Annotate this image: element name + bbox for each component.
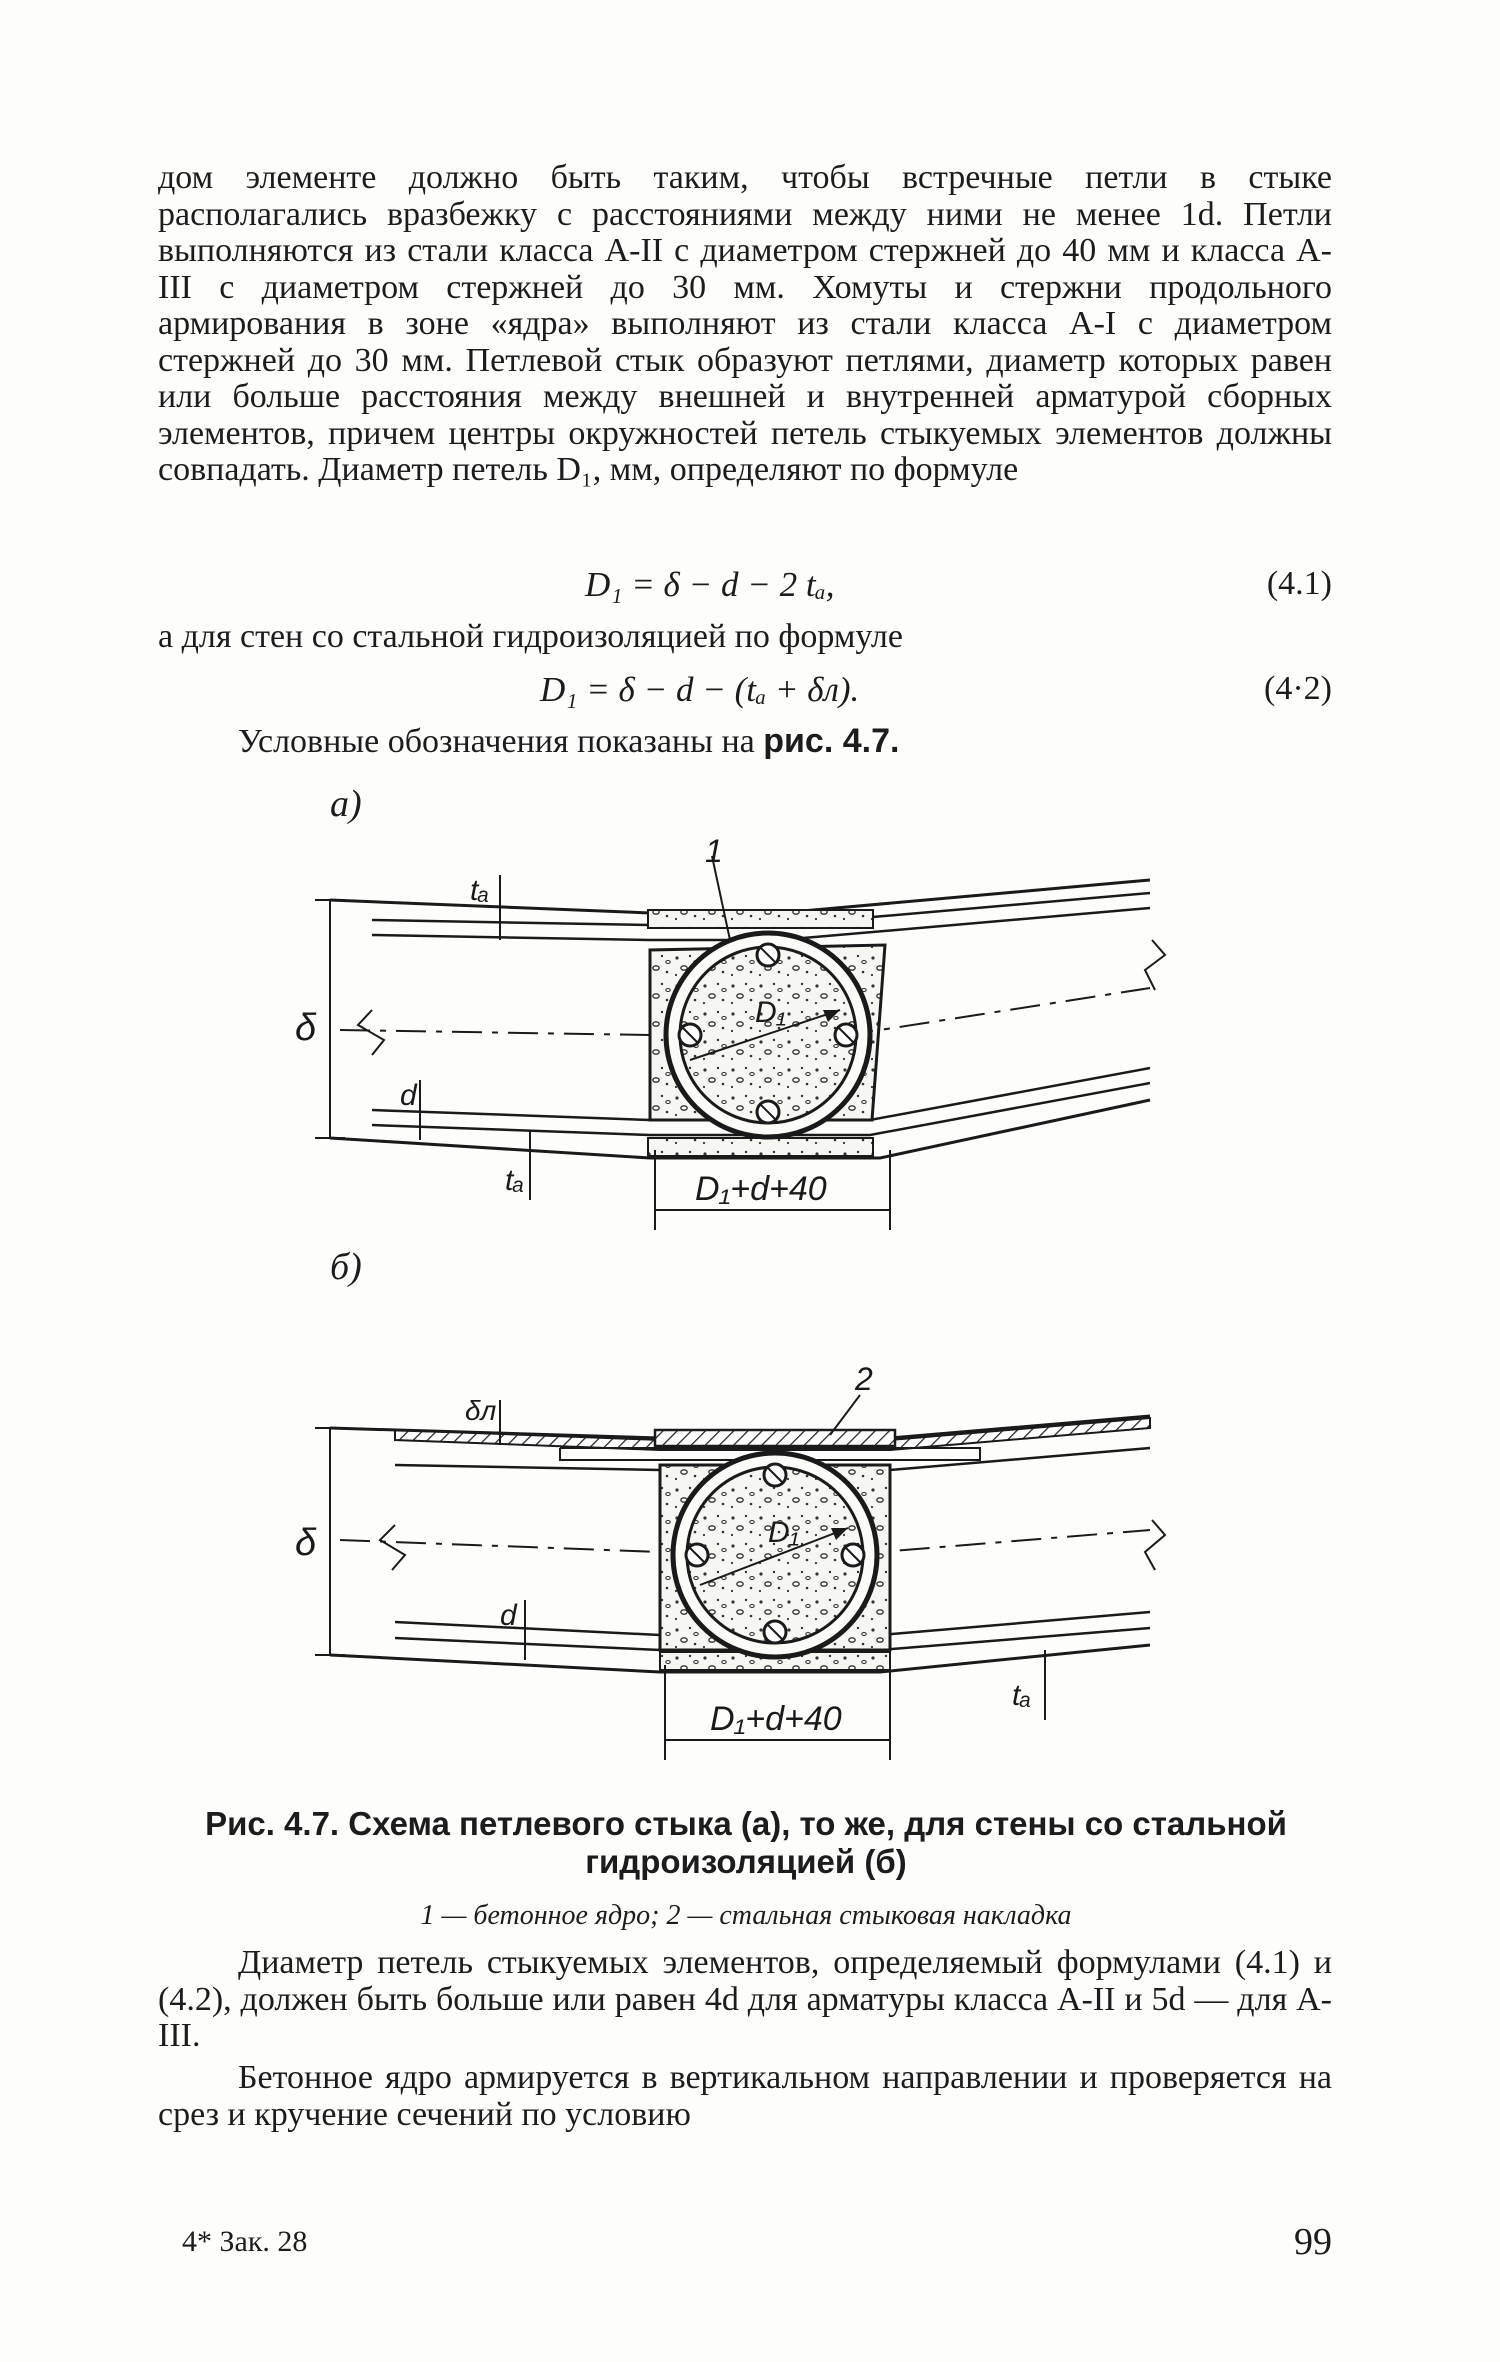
b-dim-delta-l: δл [465, 1395, 497, 1426]
a-dim-ta-bottom: tₐ [505, 1164, 525, 1197]
a-dim-d: d [400, 1079, 417, 1112]
a-bottom-dimension-text: D₁+d+40 [695, 1170, 827, 1208]
a-dim-ta-top: tₐ [470, 874, 490, 907]
a-top-joint-strip [648, 910, 873, 928]
a-outer-top-line [330, 880, 1150, 913]
page-number: 99 [1294, 2221, 1332, 2263]
b-circle-label: D₁ [768, 1516, 800, 1549]
a-callout-1: 1 [705, 833, 723, 869]
b-steel-splice-plate [655, 1430, 895, 1446]
paragraph-loop-diameter: Диаметр петель стыкуемых элементов, определяемый формулами (4.1) и (4.2), должен быть больше или равен 4d для арматуры класса A-II и 5d — для A-III. [158, 1944, 1332, 2054]
a-dim-delta: δ [295, 1007, 317, 1049]
a-right-break-line [1145, 940, 1165, 990]
legend-reference-figure: рис. 4.7. [763, 722, 900, 760]
figure-caption-legend: 1 — бетонное ядро; 2 — стальная стыковая накладка [420, 1900, 1072, 1931]
a-bottom-joint-strip [648, 1138, 873, 1156]
b-right-break-line [1145, 1520, 1165, 1570]
equation-number-4-2: (4·2) [1264, 670, 1332, 707]
figure-label-b: б) [330, 1246, 362, 1288]
b-dim-d: d [500, 1599, 517, 1632]
paragraph-intro: дом элементе должно быть таким, чтобы встречные петли в стыке располагались вразбежку с расстояниями между ними не менее 1d. Петли выполняются из стали класса A-II с диаметром стержней до 40 мм и класса A-III с диаметром стержней до 30 мм. Хомуты и стержни продольного армирования в зоне «ядра» выполняют из стали класса A-I с диаметром стержней до 30 мм. Петлевой стык образуют петлями, диаметр которых равен или больше расстояния между внешней и внутренней арматурой сборных элементов, причем центры окружностей петель стыкуемых элементов должны совпадать. Диаметр петель D₁, мм, определяют по формуле [158, 159, 1332, 488]
b-dim-delta: δ [295, 1522, 317, 1564]
paragraph-concrete-core: Бетонное ядро армируется в вертикальном направлении и проверяется на срез и кручение сечений по условию [158, 2059, 1332, 2133]
printer-signature: 4* Зак. 28 [182, 2225, 308, 2258]
b-bottom-dimension-text: D₁+d+40 [710, 1700, 842, 1738]
formula-4-1: D₁ = δ − d − 2 tₐ, [585, 565, 835, 604]
b-callout-2: 2 [855, 1361, 873, 1397]
a-circle-label: D₁ [755, 996, 787, 1029]
equation-number-4-1: (4.1) [1266, 565, 1332, 602]
a-left-break-line [358, 1010, 384, 1055]
b-dim-ta: tₐ [1012, 1679, 1032, 1712]
figure-label-a: а) [330, 783, 362, 825]
legend-reference-text: Условные обозначения показаны на [238, 723, 755, 760]
figure-caption: Рис. 4.7. Схема петлевого стыка (а), то же, для стены со стальной гидроизоляцией (б) [205, 1805, 1287, 1880]
b-left-break-line [380, 1525, 405, 1570]
b-loop-inner [687, 1467, 863, 1643]
text-line-steel-waterproofing: а для стен со стальной гидроизоляцией по формуле [158, 618, 903, 655]
formula-4-2: D₁ = δ − d − (tₐ + δл). [540, 670, 860, 709]
